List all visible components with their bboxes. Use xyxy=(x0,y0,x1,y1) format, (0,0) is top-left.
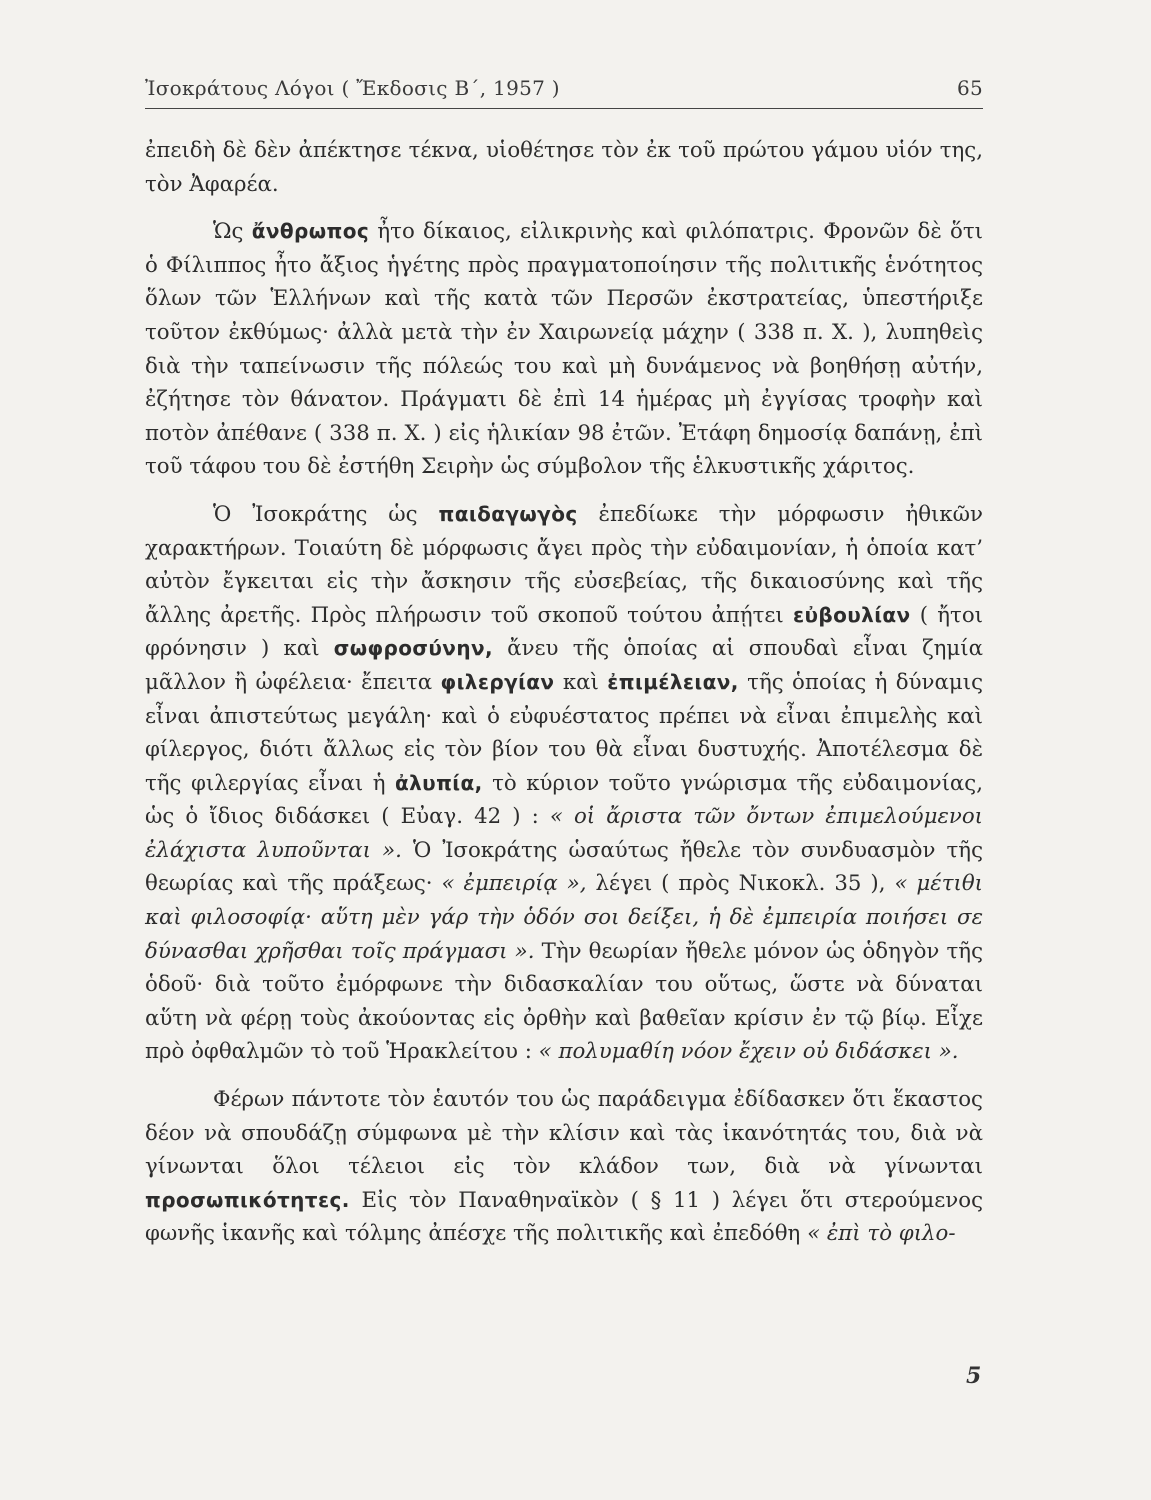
text-run: Ὁ Ἰσοκράτης ὡς xyxy=(213,501,439,527)
text-run: ἐπειδὴ δὲ δὲν ἀπέκτησε τέκνα, υἱοθέτησε τὸν ἐκ τοῦ πρώτου γάμου υἱόν της, τὸν Ἀφαρέα. xyxy=(145,138,983,197)
emphasized-term: προσωπικότητες. xyxy=(145,1187,350,1212)
text-run: ( ἤτοι φρόνησιν ) καὶ xyxy=(145,602,983,662)
text-run: Τὴν θεωρίαν ἤθελε μόνον ὡς ὁδηγὸν τῆς ὁδοῦ· διὰ τοῦτο ἐμόρφωνε τὴν διδασκαλίαν του οὕτως, ὥστε νὰ δύναται αὕτη νὰ φέρῃ τοὺς ἀκούοντας εἰς ὀρθὴν καὶ βαθεῖαν κρίσιν ἐν τῷ βίῳ. Εἶχε πρὸ ὀφθαλμῶν τὸ τοῦ Ἡρακλείτου : xyxy=(145,938,983,1065)
page-number: 65 xyxy=(956,76,983,100)
quotation: « μέτιθι καὶ φιλοσοφίᾳ· αὕτη μὲν γάρ τὴν ὁδόν σοι δείξει, ἡ δὲ ἐμπειρία ποιήσει σε δύνασθαι χρῆσθαι τοῖς πράγμασι ». xyxy=(145,871,984,964)
quotation: « οἱ ἄριστα τῶν ὄντων ἐπιμελούμενοι ἐλάχιστα λυποῦνται ». xyxy=(145,804,983,863)
signature-mark: 5 xyxy=(966,1363,982,1389)
text-run: καὶ xyxy=(554,669,608,695)
text-run: ἄνευ τῆς ὁποίας αἱ σπουδαὶ εἶναι ζημία μᾶλλον ἢ ὠφέλεια· ἔπειτα xyxy=(145,636,983,695)
emphasized-term: ἀλυπία, xyxy=(394,770,483,795)
emphasized-term: εὐβουλίαν xyxy=(792,602,911,627)
text-run: ἦτο δίκαιος, εἰλικρινὴς καὶ φιλόπατρις. Φρονῶν δὲ ὅτι ὁ Φίλιππος ἦτο ἄξιος ἡγέτης πρὸς πραγματοποίησιν τῆς πολιτικῆς ἑνότητος ὅλων τῶν Ἑλλήνων καὶ τῆς κατὰ τῶν Περσῶν ἐκστρατείας, ὑπεστήριξε τοῦτον ἐκθύμως· ἀλλὰ μετὰ τὴν ἐν Χαιρωνείᾳ μάχην ( 338 π. Χ. ), λυπηθεὶς διὰ τὴν ταπείνωσιν τῆς πόλεώς του καὶ μὴ δυνάμενος νὰ βοηθήσῃ αὐτήν, ἐζήτησε τὸν θάνατον. Πράγματι δὲ ἐπὶ 14 ἡμέρας μὴ ἐγγίσας τροφὴν καὶ ποτὸν ἀπέθανε ( 338 π. Χ. ) εἰς ἡλικίαν 98 ἐτῶν. Ἐτάφη δημοσίᾳ δαπάνῃ, ἐπὶ τοῦ τάφου του δὲ ἐστήθη Σειρὴν ὡς σύμβολον τῆς ἑλκυστικῆς χάριτος. xyxy=(145,219,984,480)
header-rule xyxy=(145,108,983,109)
text-run: τὸ κύριον τοῦτο γνώρισμα τῆς εὐδαιμονίας, ὡς ὁ ἴδιος διδάσκει ( Εὐαγ. 42 ) : xyxy=(145,770,983,830)
text-run: Ὁ Ἰσοκράτης ὡσαύτως ἤθελε τὸν συνδυασμὸν τῆς θεωρίας καὶ τῆς πράξεως· xyxy=(145,837,983,897)
emphasized-term: φιλεργίαν xyxy=(440,669,555,694)
emphasized-term: ἐπιμέλειαν, xyxy=(607,669,739,694)
paragraph xyxy=(145,134,983,201)
text-run: Ὡς xyxy=(213,219,252,245)
emphasized-term: παιδαγωγὸς xyxy=(438,501,578,526)
running-header xyxy=(145,76,983,104)
paragraph xyxy=(145,215,983,484)
text-run: τῆς ὁποίας ἡ δύναμις εἶναι ἀπιστεύτως μεγάλη· καὶ ὁ εὐφυέστατος πρέπει νὰ εἶναι ἐπιμελὴς καὶ φίλεργος, διότι ἄλλως εἰς τὸν βίον του θὰ εἶναι δυστυχής. Ἀποτέλεσμα δὲ τῆς φιλεργίας εἶναι ἡ xyxy=(145,669,984,796)
quotation: « ἐπὶ τὸ φιλο- xyxy=(807,1221,956,1247)
body-text xyxy=(145,134,983,1251)
text-run: λέγει ( πρὸς Νικοκλ. 35 ), xyxy=(586,871,895,897)
text-run: Φέρων πάντοτε τὸν ἑαυτόν του ὡς παράδειγμα ἐδίδασκεν ὅτι ἕκαστος δέον νὰ σπουδάζῃ σύμφωνα μὲ τὴν κλίσιν καὶ τὰς ἱκανότητάς του, διὰ νὰ γίνωνται ὅλοι τέλειοι εἰς τὸν κλάδον των, διὰ νὰ γίνωνται xyxy=(145,1087,983,1180)
text-run: ἐπεδίωκε τὴν μόρφωσιν ἠθικῶν χαρακτήρων. Τοιαύτη δὲ μόρφωσις ἄγει πρὸς τὴν εὐδαιμονίαν, ἡ ὁποία κατ’ αὐτὸν ἔγκειται εἰς τὴν ἄσκησιν τῆς εὐσεβείας, τῆς δικαιοσύνης καὶ τῆς ἄλλης ἀρετῆς. Πρὸς πλήρωσιν τοῦ σκοποῦ τούτου ἀπῄτει xyxy=(145,501,983,628)
header-title: Ἰσοκράτους Λόγοι ( Ἔκδοσις Β΄, 1957 ) xyxy=(145,76,560,100)
quotation: « ἐμπειρίᾳ », xyxy=(441,871,587,897)
quotation: « πολυμαθίη νόον ἔχειν οὐ διδάσκει ». xyxy=(538,1039,959,1065)
emphasized-term: ἄνθρωπος xyxy=(251,219,370,244)
emphasized-term: σωφροσύνην, xyxy=(333,636,493,661)
text-run: Εἰς τὸν Παναθηναϊκὸν ( § 11 ) λέγει ὅτι στερούμενος φωνῆς ἱκανῆς καὶ τόλμης ἀπέσχε τῆς πολιτικῆς καὶ ἐπεδόθη xyxy=(145,1187,983,1247)
paragraph xyxy=(145,498,983,1069)
paragraph xyxy=(145,1083,983,1251)
